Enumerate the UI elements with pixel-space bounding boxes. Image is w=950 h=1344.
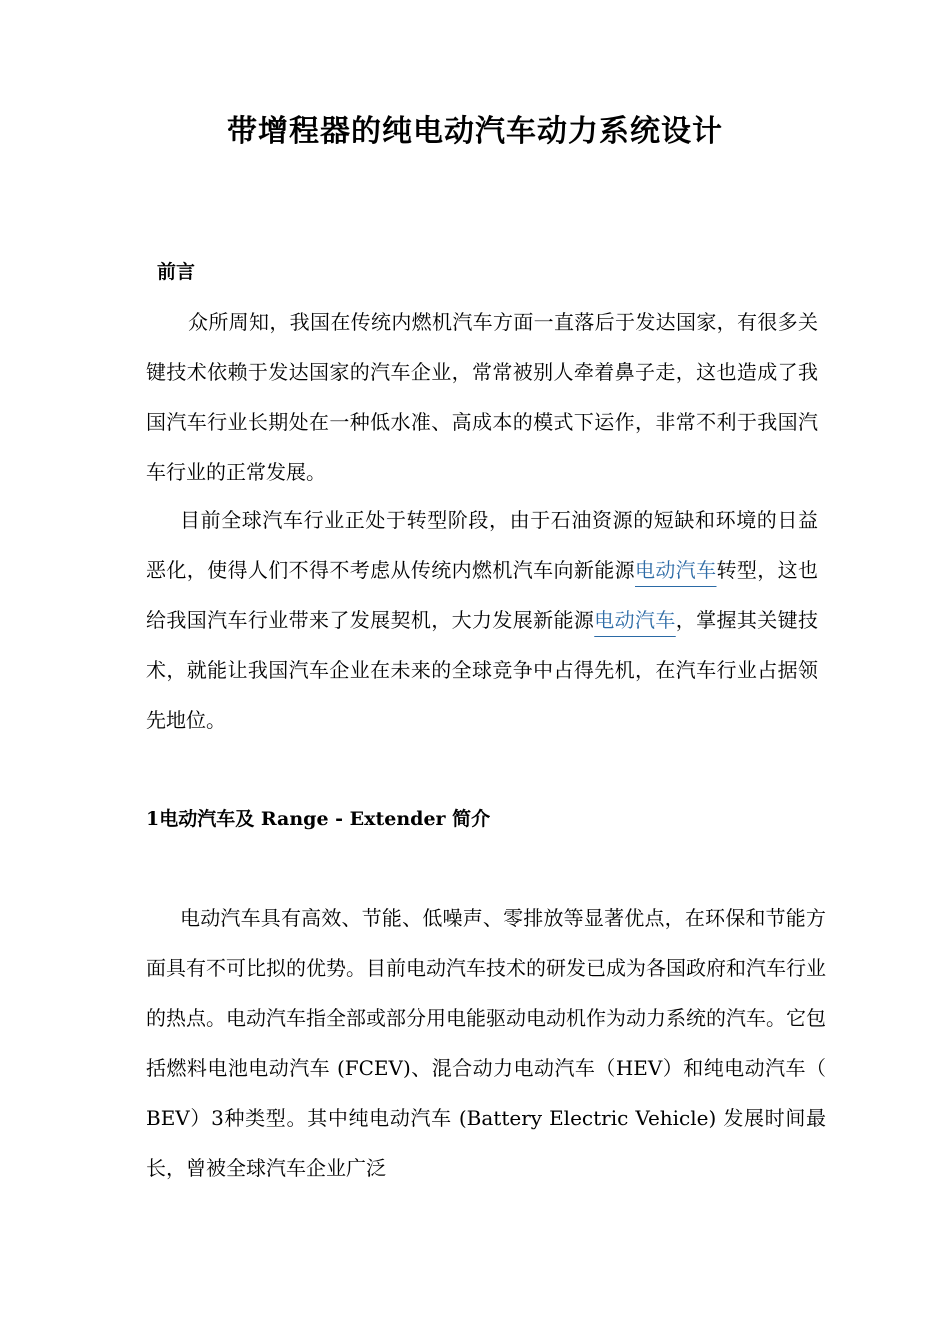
section-1-heading: 1电动汽车及 Range - Extender 简介 [146,808,491,830]
section-1-paragraph-1: 电动汽车具有高效、节能、低噪声、零排放等显著优点，在环保和节能方面具有不可比拟的优势。目前电动汽车技术的研发已成为各国政府和汽车行业的热点。电动汽车指全部或部分用电能驱动电动机作为动力系统的汽车。它包括燃料电池电动汽车 (FCEV)、混合动力电动汽车（HEV）和纯电动汽车（ BEV）3种类型。其中纯电动汽车 (Battery Electric Vehicle) 发展时间最长，曾被全球汽车企业广泛 [146,906,826,1180]
preface-paragraph-2 [146,495,818,745]
preface-heading: 前言 [157,261,196,283]
electric-vehicle-link-1[interactable]: 电动汽车 [635,558,717,582]
electric-vehicle-link-2[interactable]: 电动汽车 [594,608,676,632]
preface-paragraph-1: 众所周知，我国在传统内燃机汽车方面一直落后于发达国家，有很多关键技术依赖于发达国家的汽车企业，常常被别人牵着鼻子走，这也造成了我国汽车行业长期处在一种低水准、高成本的模式下运作，非常不利于我国汽车行业的正常发展。 [146,310,818,484]
preface-paragraph-2-text-2: 转型，这也给我国汽车行业带来了发展契机，大力发展新能源 [146,558,818,632]
preface-paragraph-2-text-1: 目前全球汽车行业正处于转型阶段，由于石油资源的短缺和环境的日益恶化，使得人们不得不考虑从传统内燃机汽车向新能源 [146,508,818,582]
document-title: 带增程器的纯电动汽车动力系统设计 [227,114,723,149]
preface-paragraph-2-text-3: ，掌握其关键技术，就能让我国汽车企业在未来的全球竞争中占得先机，在汽车行业占据领先地位。 [146,608,818,732]
